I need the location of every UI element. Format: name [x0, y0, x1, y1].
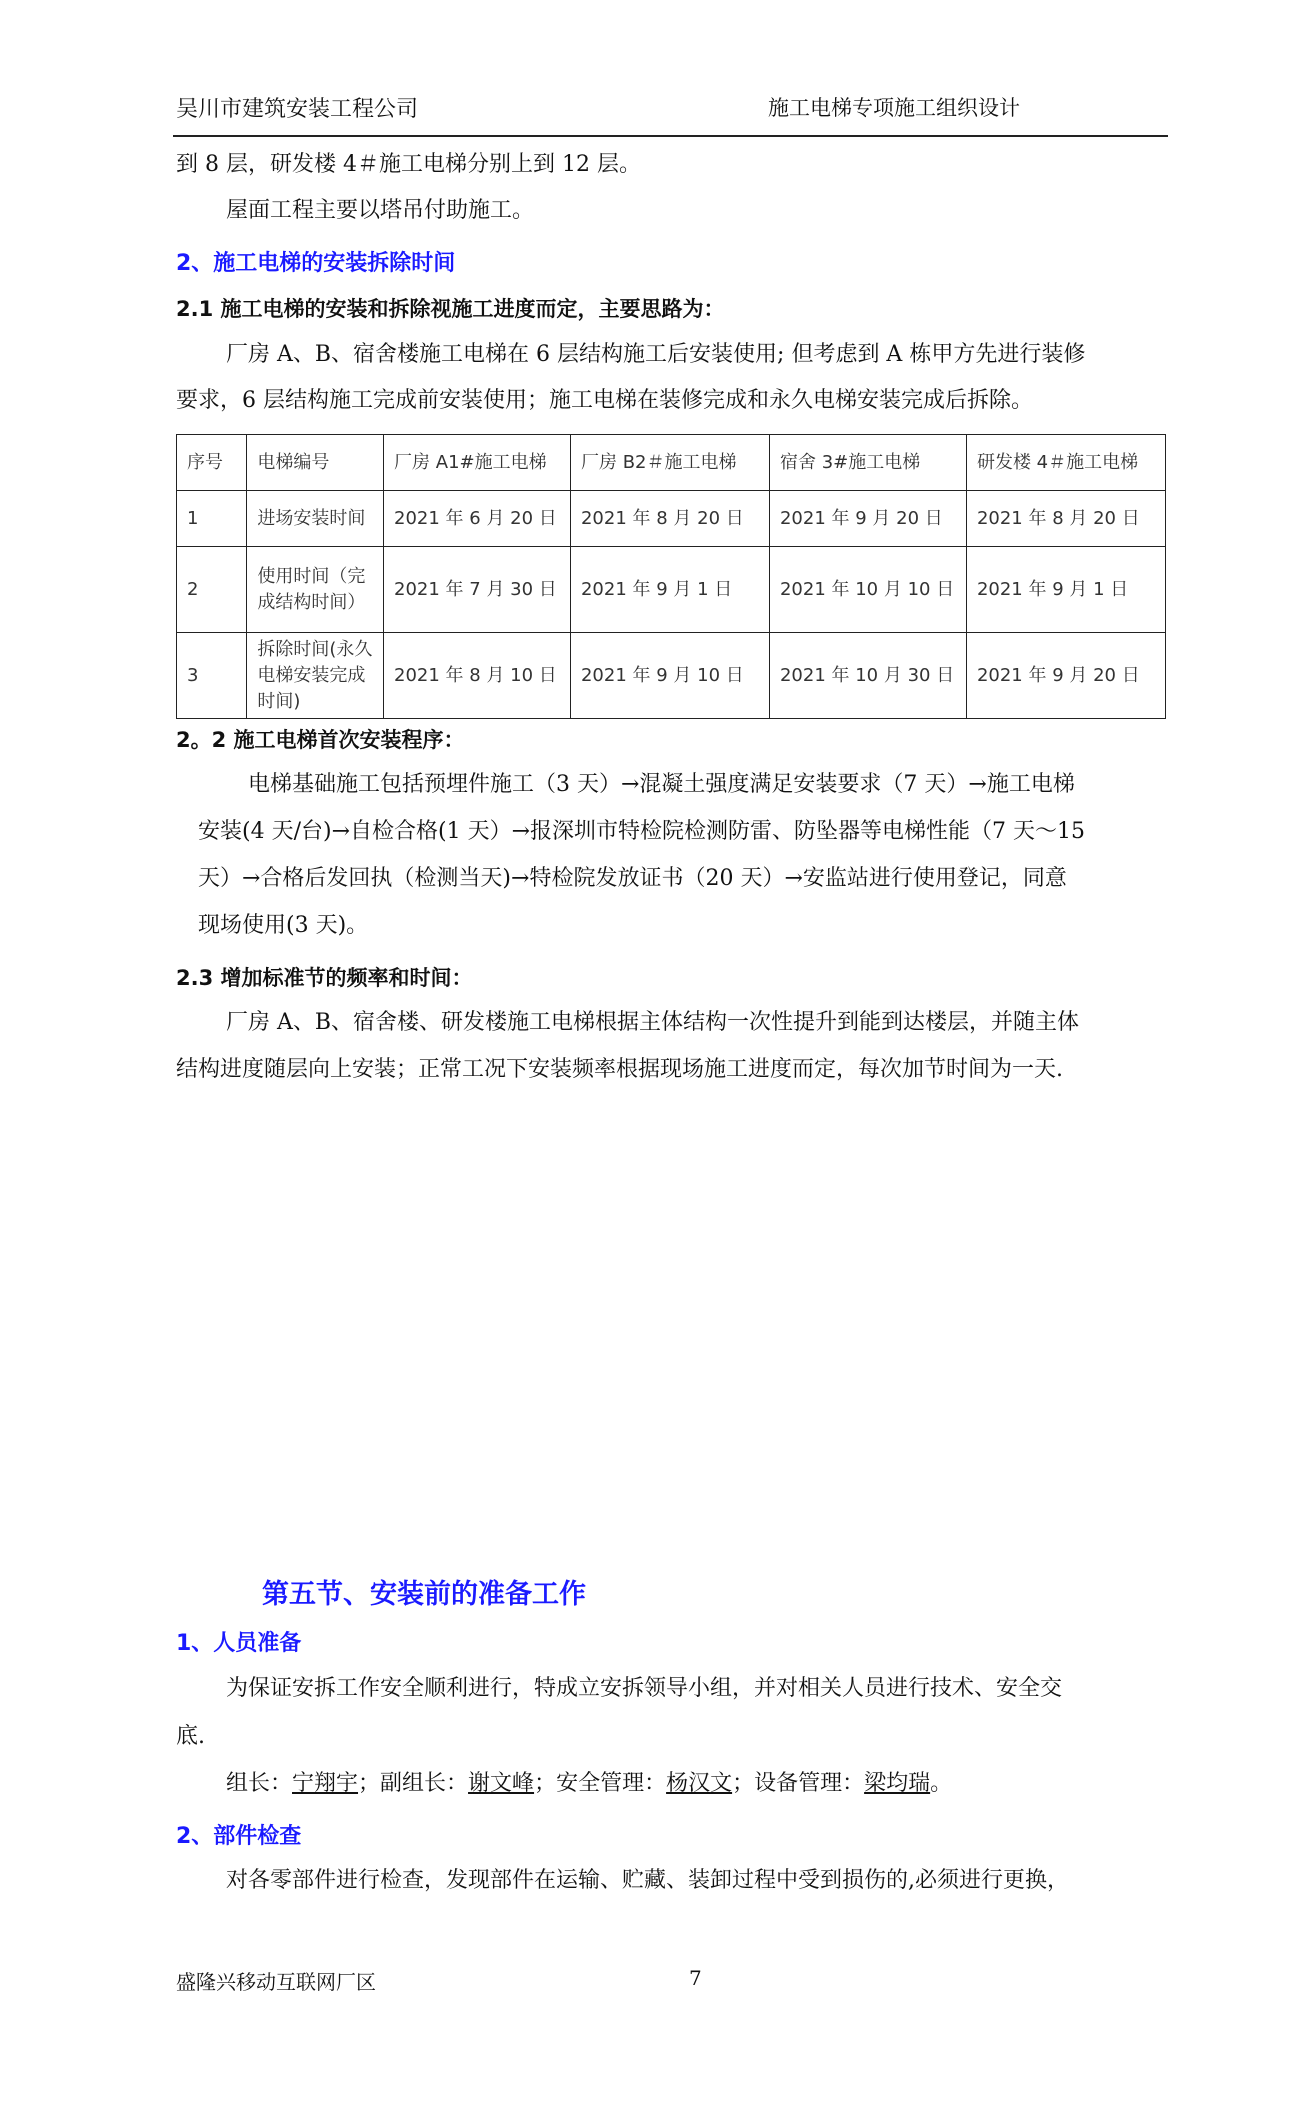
header-rule — [173, 135, 1168, 137]
equip-label: ；设备管理： — [732, 1771, 865, 1796]
para-parts-check-line-1: 对各零部件进行检查，发现部件在运输、贮藏、装卸过程中受到损伤的,必须进行更换， — [226, 1868, 1069, 1893]
para-personnel-line-1: 为保证安拆工作安全顺利进行，特成立安拆领导小组，并对相关人员进行技术、安全交 — [226, 1676, 1063, 1701]
heading-2-2: 2。2 施工电梯首次安装程序： — [176, 728, 465, 752]
team-end: 。 — [930, 1771, 953, 1796]
table-row — [177, 491, 1166, 547]
deputy-name: 谢文峰 — [468, 1771, 535, 1796]
table-header-row — [177, 435, 1166, 491]
table-cell: 2021 年 8 月 20 日 — [570, 491, 769, 547]
team-list — [226, 1769, 952, 1799]
para-personnel-line-2: 底. — [176, 1724, 205, 1749]
table-cell: 2021 年 9 月 20 日 — [966, 633, 1165, 719]
table-cell: 拆除时间(永久电梯安装完成时间) — [247, 633, 384, 719]
footer-project: 盛隆兴移动互联网厂区 — [176, 1970, 376, 1994]
table-cell: 2021 年 10 月 10 日 — [769, 547, 966, 633]
table-cell: 2021 年 6 月 20 日 — [384, 491, 571, 547]
leader-name: 宁翔宇 — [292, 1771, 359, 1796]
heading-2-1: 2.1 施工电梯的安装和拆除视施工进度而定，主要思路为： — [176, 297, 725, 321]
para-2-1-line-1: 厂房 A、B、宿舍楼施工电梯在 6 层结构施工后安装使用; 但考虑到 A 栋甲方先进行装修 — [226, 342, 1086, 367]
table-header-cell: 厂房 B2＃施工电梯 — [570, 435, 769, 491]
safety-label: ；安全管理： — [534, 1771, 667, 1796]
table-header-cell: 研发楼 4＃施工电梯 — [966, 435, 1165, 491]
table-header-cell: 电梯编号 — [247, 435, 384, 491]
table-cell: 2021 年 8 月 20 日 — [966, 491, 1165, 547]
para-2-2-line-4: 现场使用(3 天)。 — [198, 913, 369, 938]
table-cell: 2021 年 10 月 30 日 — [769, 633, 966, 719]
para-2-2-line-2: 安装(4 天/台)→自检合格(1 天）→报深圳市特检院检测防雷、防坠器等电梯性能（7 天～15 — [198, 819, 1085, 844]
table-cell: 3 — [177, 633, 247, 719]
para-2-3-line-2: 结构进度随层向上安装；正常工况下安装频率根据现场施工进度而定，每次加节时间为一天. — [176, 1057, 1063, 1082]
table-cell: 2021 年 8 月 10 日 — [384, 633, 571, 719]
body-line-1: 到 8 层，研发楼 4＃施工电梯分别上到 12 层。 — [176, 152, 641, 177]
safety-name: 杨汉文 — [666, 1771, 733, 1796]
table-cell: 2021 年 7 月 30 日 — [384, 547, 571, 633]
section-title: 第五节、安装前的准备工作 — [262, 1579, 586, 1610]
table-cell: 使用时间（完成结构时间） — [247, 547, 384, 633]
header-company: 吴川市建筑安装工程公司 — [176, 97, 419, 122]
body-line-2: 屋面工程主要以塔吊付助施工。 — [226, 198, 535, 223]
equip-name: 梁均瑞 — [864, 1771, 931, 1796]
table-cell: 1 — [177, 491, 247, 547]
leader-label: 组长： — [226, 1771, 293, 1796]
table-cell: 2021 年 9 月 10 日 — [570, 633, 769, 719]
table-header-cell: 序号 — [177, 435, 247, 491]
table-cell: 2021 年 9 月 20 日 — [769, 491, 966, 547]
heading-2-3: 2.3 增加标准节的频率和时间： — [176, 966, 473, 990]
para-2-2-line-3: 天）→合格后发回执（检测当天)→特检院发放证书（20 天）→安监站进行使用登记，同意 — [198, 866, 1067, 891]
table-row — [177, 633, 1166, 719]
table-cell: 2021 年 9 月 1 日 — [966, 547, 1165, 633]
para-2-1-line-2: 要求，6 层结构施工完成前安装使用；施工电梯在装修完成和永久电梯安装完成后拆除。 — [176, 388, 1033, 413]
deputy-label: ；副组长： — [358, 1771, 469, 1796]
heading-parts-check: 2、部件检查 — [176, 1824, 302, 1849]
table-cell: 进场安装时间 — [247, 491, 384, 547]
table-cell: 2021 年 9 月 1 日 — [570, 547, 769, 633]
table-header-cell: 宿舍 3#施工电梯 — [769, 435, 966, 491]
heading-2: 2、施工电梯的安装拆除时间 — [176, 251, 456, 276]
para-2-3-line-1: 厂房 A、B、宿舍楼、研发楼施工电梯根据主体结构一次性提升到能到达楼层，并随主体 — [226, 1010, 1080, 1035]
page-number: 7 — [689, 1966, 702, 1990]
table-header-cell: 厂房 A1#施工电梯 — [384, 435, 571, 491]
para-2-2-line-1: 电梯基础施工包括预埋件施工（3 天）→混凝土强度满足安装要求（7 天）→施工电梯 — [248, 772, 1075, 797]
table-cell: 2 — [177, 547, 247, 633]
header-doc-title: 施工电梯专项施工组织设计 — [768, 96, 1020, 120]
heading-personnel: 1、人员准备 — [176, 1631, 302, 1656]
elevator-schedule-table — [176, 434, 1166, 719]
table-row — [177, 547, 1166, 633]
